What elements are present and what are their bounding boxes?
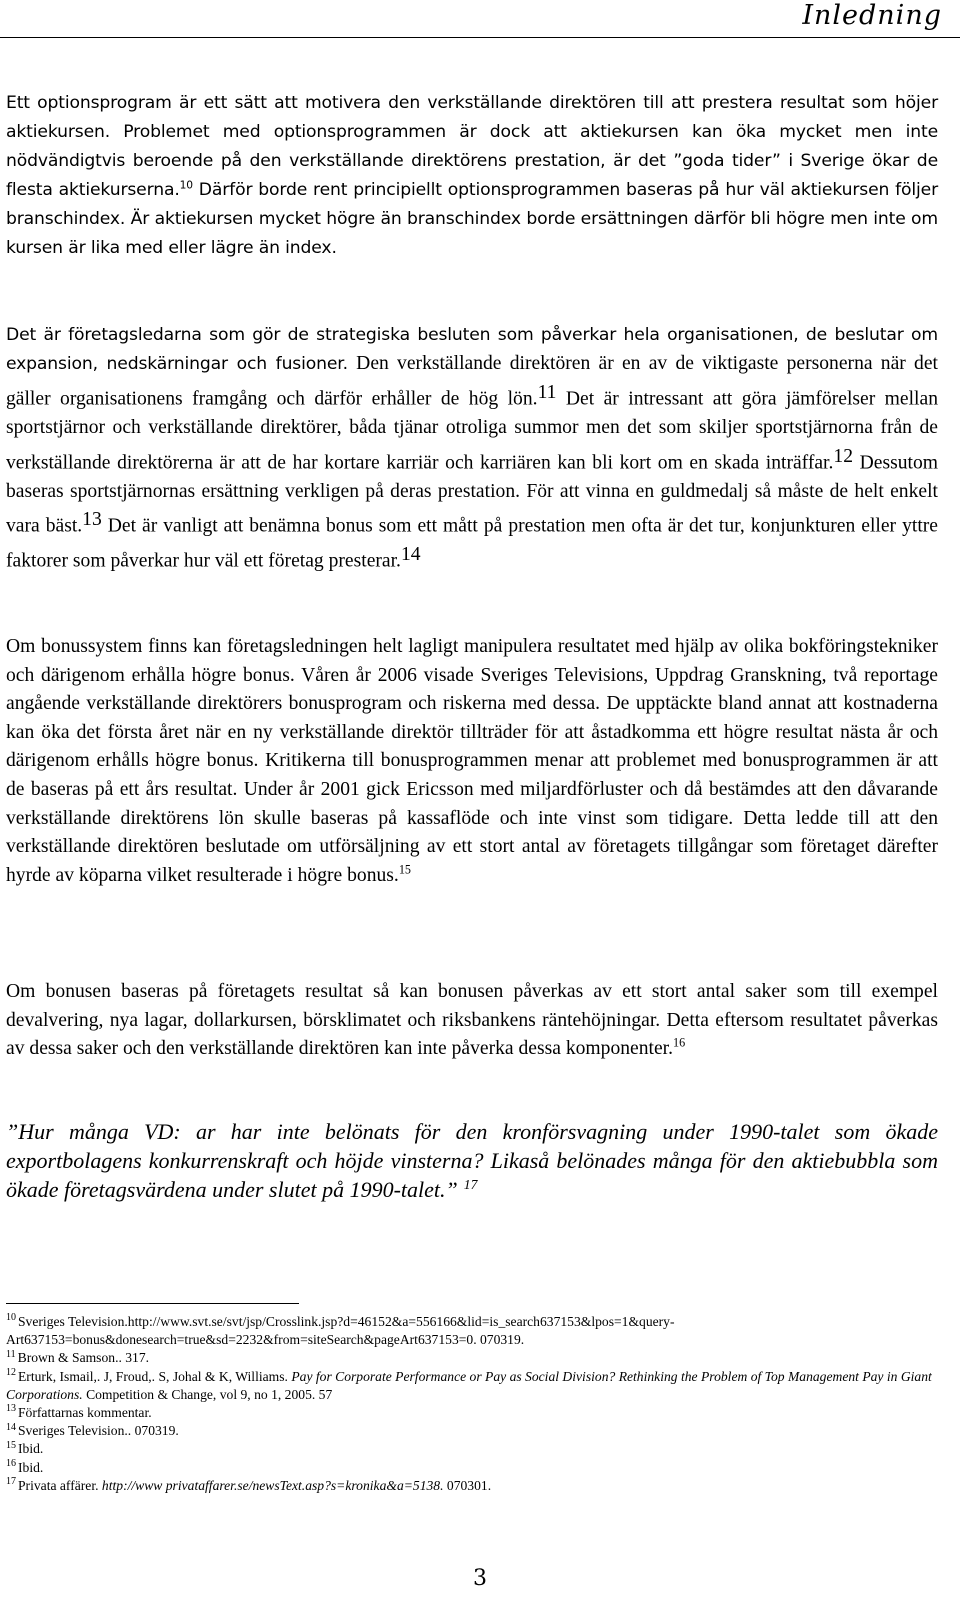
footnote-ref-13[interactable]: 13 [82,509,102,531]
footnote-16 [6,1459,936,1477]
footnote-ref-14[interactable]: 14 [400,544,421,566]
footnote-ref-16[interactable]: 16 [673,1035,686,1050]
footnote-ref-10[interactable]: 10 [179,178,193,192]
footnote-url-italic[interactable]: http://www privataffarer.se/newsText.asp?s=kronika&a=5138. [101,1477,444,1493]
footnote-number: 15 [6,1439,16,1451]
paragraph-1-text-rest: Därför borde rent principiellt optionsprogrammen baseras på hur väl aktiekursen följer branschindex. Är aktiekursen mycket högre än branschindex borde ersättningen därför bli högre men inte om kursen är lika med eller lägre än index. [6,180,938,259]
footnote-ref-11[interactable]: 11 [537,382,557,404]
paragraph-1 [6,89,938,264]
footnote-text: Privata affärer. [18,1477,102,1493]
footnote-12 [6,1368,936,1404]
footnote-number: 14 [6,1421,16,1433]
footnote-ref-17[interactable]: 17 [463,1176,478,1192]
paragraph-2-serif-c: Dessutom baseras sportstjärnornas ersättning verkligen på deras prestation. För att vinna en guldmedalj så måste de helt enkelt vara bäst. [6,452,938,537]
footnote-number: 17 [6,1476,16,1488]
footnote-10 [6,1313,936,1349]
footnote-text: Sveriges Television.. 070319. [18,1423,179,1439]
footnote-11 [6,1349,936,1367]
footnote-14 [6,1422,936,1440]
footnote-15 [6,1440,936,1458]
paragraph-2-serif-b: Det är intressant att göra jämförelser mellan sportstjärnor och verkställande direktörer, båda tjänar otroliga summor men det som skiljer sportstjärnorna från de verkställande direktörerna är att de har kortare karriär och karriären kan bli kort om en skada inträffar. [6,388,938,474]
block-quote [6,1117,938,1204]
footnote-number: 16 [6,1458,16,1470]
footnote-number: 13 [6,1403,16,1415]
paragraph-3-text: Om bonussystem finns kan företagsledningen helt lagligt manipulera resultatet med hjälp av olika bokföringstekniker och därigenom erhålla högre bonus. Våren år 2006 visade Sveriges Televisions, Uppdrag Granskning, två reportage angående verkställande direktörers bonusprogram och riskerna med dessa. De upptäckte bland annat att kostnaderna kan öka det första året när en ny verkställande direktör tillträder för att åstadkomma ett högre resultat nästa år och därigenom erhålls högre bonus. Kritikerna till bonusprogrammen menar att problemet med bonusprogrammen är att de baseras på ett års resultat. Under år 2001 gick Ericsson med miljardförluster och då bestämdes att den dåvarande verkställande direktörens lön skulle baseras på kassaflöde och inte vinst som tidigare. Detta ledde till att den verkställande direktören beslutade om utförsäljning av ett stort antal av företagets tillgångar som företaget därefter hyrde av köparna vilket resulterade i högre bonus. [6,636,938,886]
footnote-title-italic: Pay for Corporate Performance or Pay as Social Division? Rethinking the Problem of Top Management Pay in Giant Corporations. [6,1368,932,1402]
footnote-text: Brown & Samson.. 317. [17,1350,150,1366]
paragraph-4 [6,978,938,1064]
quote-text: ”Hur många VD: ar har inte belönats för den kronförsvagning under 1990-talet som ökade exportbolagens konkurrenskraft och höjde vinsterna? Likaså belönades många för den aktiebubbla som ökade företagsvärdena under slutet på 1990-talet.” [6,1119,938,1202]
paragraph-3 [6,633,938,890]
paragraph-2-serif-a: Den verkställande direktören är en av de viktigaste personerna när det gäller organisationens framgång och därför erhåller de hög lön. [6,353,938,410]
page-number: 3 [473,1566,487,1591]
paragraph-4-text: Om bonusen baseras på företagets resultat så kan bonusen påverkas av ett stort antal saker som till exempel devalvering, nya lagar, dollarkursen, börsklimatet och riksbankens räntehöjningar. Detta eftersom resultatet påverkas av dessa saker och den verkställande direktören kan inte påverka dessa komponenter. [6,981,938,1060]
footnote-text: Ibid. [18,1441,44,1457]
paragraph-2 [6,321,938,576]
footnote-13 [6,1404,936,1422]
footnote-text: Författarnas kommentar. [18,1405,152,1421]
header-rule [0,37,960,38]
running-header-title: Inledning [802,0,942,31]
footnote-ref-12[interactable]: 12 [833,445,853,467]
paragraph-1-text: Ett optionsprogram är ett sätt att motivera den verkställande direktören till att prestera resultat som höjer aktiekursen. Problemet med optionsprogrammen är dock att aktiekursen kan öka mycket men inte nödvändigtvis beroende på den verkställande direktörens prestation, är det ”goda tider” i Sverige ökar de flesta aktiekurserna. [6,93,938,201]
footnote-text: Ibid. [18,1459,44,1475]
footnote-ref-15[interactable]: 15 [398,862,411,877]
footnote-text: Erturk, Ismail,. J, Froud,. S, Johal & K, Williams. [18,1368,292,1384]
footnote-text-post: Competition & Change, vol 9, no 1, 2005. 57 [82,1386,333,1402]
paragraph-2-serif-d: Det är vanligt att benämna bonus som ett mått på prestation men ofta är det tur, konjunkturen eller yttre faktorer som påverkar hur väl ett företag presterar. [6,515,938,572]
footnotes-section [6,1313,936,1495]
paragraph-2-sans-text: Det är företagsledarna som gör de strategiska besluten som påverkar hela organisationen, de beslutar om expansion, nedskärningar och fusioner. [6,325,938,375]
footnote-text-post: 070301. [443,1477,492,1493]
footnote-separator [6,1303,299,1304]
footnote-number: 10 [6,1312,16,1324]
footnote-number: 12 [6,1367,16,1379]
footnote-number: 11 [6,1348,16,1360]
footnote-17 [6,1477,936,1495]
footnote-text: Sveriges Television.http://www.svt.se/svt/jsp/Crosslink.jsp?d=46152&a=556166&lid=is_search637153&lpos=1&query-Art637153=bonus&donesearch=true&sd=2232&from=siteSearch&pageArt637153=0. 070319. [6,1314,675,1348]
